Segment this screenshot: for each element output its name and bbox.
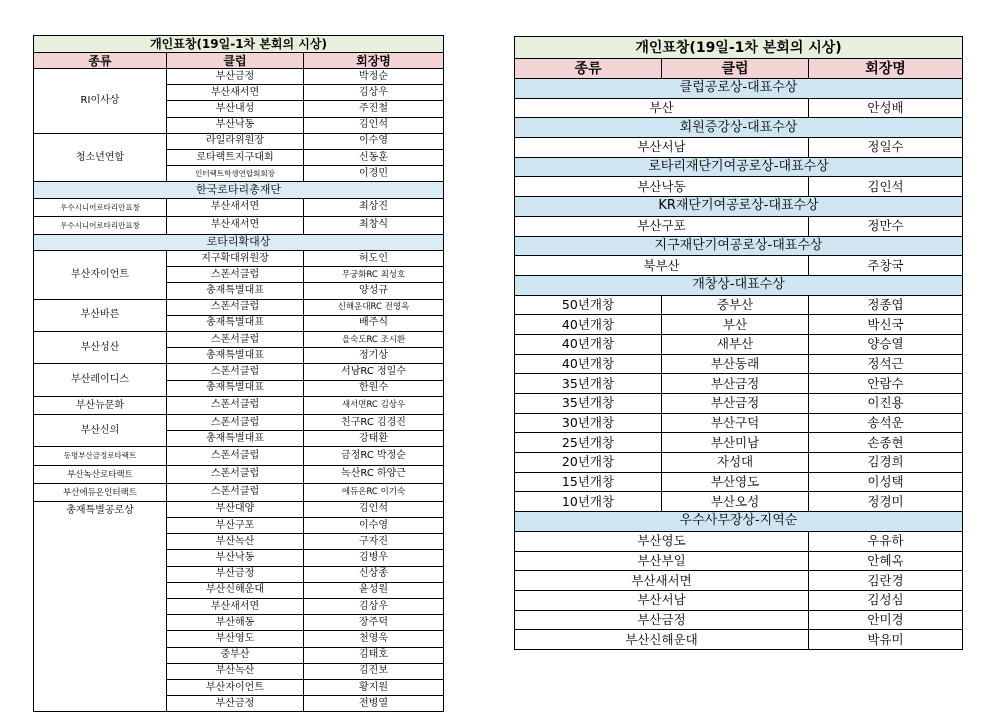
club-cell: 총재특별대표 [167,315,304,331]
right-header-president: 회장명 [809,59,963,79]
anniversary-cell: 40년개창 [515,354,662,374]
president-cell: 박정순 [304,69,444,85]
section-row [34,234,444,250]
section-title: 로타리확대상 [34,234,444,250]
table-row [34,396,444,414]
club-cell: 부산낙동 [167,117,304,133]
president-cell: 에듀온RC 이기숙 [304,483,444,501]
president-cell: 정석근 [809,354,963,374]
club-cell: 지구확대위원장 [167,251,304,267]
club-cell: 로타랙트지구대회 [167,149,304,165]
table-row [34,198,444,216]
club-cell: 부산오성 [662,492,809,512]
president-cell: 금정RC 박정순 [304,447,444,465]
left-header-president: 회장명 [304,53,444,69]
club-cell: 부산영도 [167,631,304,647]
table-row [515,98,963,118]
section-title: 지구재단기여공로상-대표수상 [515,236,963,256]
club-cell: 부산낙동 [515,177,809,197]
president-cell: 정만수 [809,216,963,236]
table-row [515,177,963,197]
club-cell: 부산내성 [167,101,304,117]
club-cell: 북부산 [515,256,809,276]
table-row [515,413,963,433]
club-cell: 부산신해운대 [515,630,809,650]
club-cell: 부산금정 [167,69,304,85]
award-category: RI이사상 [34,69,167,134]
president-cell: 구자진 [304,534,444,550]
section-title: 회원증강상-대표수상 [515,118,963,138]
president-cell: 김인석 [304,501,444,517]
table-row [34,69,444,85]
club-cell: 스폰서클럽 [167,396,304,414]
table-row [515,531,963,551]
club-cell: 부산대양 [167,501,304,517]
club-cell: 부산서남 [515,138,809,158]
section-title: KR재단기여공로상-대표수상 [515,197,963,217]
president-cell: 친구RC 김경진 [304,414,444,430]
president-cell: 황지원 [304,679,444,695]
right-table-body [515,79,963,650]
table-row [515,295,963,315]
president-cell: 신동훈 [304,149,444,165]
table-row [515,571,963,591]
table-row [515,315,963,335]
left-award-table [33,35,444,712]
table-row [515,433,963,453]
table-row [34,299,444,315]
table-row [34,483,444,501]
club-cell: 부산부일 [515,551,809,571]
club-cell: 부산해동 [167,615,304,631]
president-cell: 이수영 [304,133,444,149]
president-cell: 손종현 [809,433,963,453]
president-cell: 정일수 [809,138,963,158]
anniversary-cell: 15년개창 [515,472,662,492]
club-cell: 부산구포 [515,216,809,236]
club-cell: 부산새서면 [167,85,304,101]
section-title: 한국로타리총재단 [34,182,444,198]
club-cell: 스폰서클럽 [167,332,304,348]
club-cell: 스폰서클럽 [167,483,304,501]
club-cell: 총재특별대표 [167,348,304,364]
club-cell: 부산 [662,315,809,335]
section-row [34,182,444,198]
anniversary-cell: 30년개창 [515,413,662,433]
president-cell: 정경미 [809,492,963,512]
left-table-title: 개인표창(19일-1차 본회의 시상) [34,36,444,53]
section-row [515,157,963,177]
president-cell: 배주식 [304,315,444,331]
table-row [515,334,963,354]
anniversary-cell: 10년개창 [515,492,662,512]
club-cell: 부산동래 [662,354,809,374]
table-row [34,465,444,483]
club-cell: 스폰서클럽 [167,447,304,465]
club-cell: 중부산 [167,647,304,663]
president-cell: 신상종 [304,566,444,582]
table-row [34,216,444,234]
section-row [515,79,963,99]
president-cell: 양승열 [809,334,963,354]
president-cell: 서남RC 정일수 [304,364,444,380]
left-header-club: 클럽 [167,53,304,69]
president-cell: 김태호 [304,647,444,663]
award-category: 부산레이디스 [34,364,167,396]
president-cell: 김상우 [304,85,444,101]
award-category: 부산자이언트 [34,251,167,300]
president-cell: 윤성원 [304,582,444,598]
president-cell: 안미경 [809,610,963,630]
anniversary-cell: 20년개창 [515,453,662,473]
club-cell: 부산구덕 [662,413,809,433]
club-cell: 스폰서클럽 [167,414,304,430]
president-cell: 김인석 [809,177,963,197]
section-title: 클럽공로상-대표수상 [515,79,963,99]
table-row [515,138,963,158]
table-row [515,610,963,630]
table-row [515,256,963,276]
president-cell: 천영욱 [304,631,444,647]
anniversary-cell: 35년개창 [515,374,662,394]
president-cell: 이성택 [809,472,963,492]
club-cell: 부산금정 [167,696,304,712]
president-cell: 김경희 [809,453,963,473]
right-header-type: 종류 [515,59,662,79]
table-row [515,551,963,571]
president-cell: 신해운대RC 전영옥 [304,299,444,315]
club-cell: 부산영도 [662,472,809,492]
award-category: 동명부산금정로타랙트 [34,447,167,465]
club-cell: 총재특별대표 [167,283,304,299]
table-row [34,501,444,517]
club-cell: 부산미남 [662,433,809,453]
president-cell: 우유하 [809,531,963,551]
president-cell: 장주덕 [304,615,444,631]
club-cell: 라일라위원장 [167,133,304,149]
table-row [34,251,444,267]
club-cell: 부산새서면 [167,216,304,234]
club-cell: 스폰서클럽 [167,364,304,380]
table-row [515,354,963,374]
award-category: 부산성산 [34,332,167,364]
table-row [515,472,963,492]
club-cell: 부산새서면 [167,599,304,615]
section-row [515,236,963,256]
club-cell: 부산자이언트 [167,679,304,695]
president-cell: 이경민 [304,166,444,182]
president-cell: 김인석 [304,117,444,133]
president-cell: 전병열 [304,696,444,712]
award-category: 우수시니어로타리안표창 [34,216,167,234]
award-category: 총재특별공로상 [34,501,167,711]
section-row [515,512,963,532]
left-table-body [34,69,444,712]
table-row [515,492,963,512]
president-cell: 이수영 [304,518,444,534]
president-cell: 김성심 [809,590,963,610]
president-cell: 무궁화RC 최성호 [304,267,444,283]
award-category: 청소년연합 [34,133,167,182]
anniversary-cell: 25년개창 [515,433,662,453]
club-cell: 새부산 [662,334,809,354]
right-table-title: 개인표창(19일-1차 본회의 시상) [515,37,963,59]
award-category: 우수시니어로타리안표창 [34,198,167,216]
president-cell: 주진철 [304,101,444,117]
president-cell: 녹산RC 하양근 [304,465,444,483]
president-cell: 정기상 [304,348,444,364]
president-cell: 한원수 [304,380,444,396]
club-cell: 부산금정 [662,394,809,414]
president-cell: 강태환 [304,431,444,447]
president-cell: 김병우 [304,550,444,566]
president-cell: 새서면RC 김상우 [304,396,444,414]
club-cell: 부산새서면 [515,571,809,591]
table-row [515,590,963,610]
club-cell: 부산신해운대 [167,582,304,598]
award-category: 부산에듀온인터랙트 [34,483,167,501]
anniversary-cell: 40년개창 [515,315,662,335]
award-category: 부산바른 [34,299,167,331]
anniversary-cell: 40년개창 [515,334,662,354]
club-cell: 부산새서면 [167,198,304,216]
table-row [515,216,963,236]
table-row [34,133,444,149]
club-cell: 중부산 [662,295,809,315]
award-category: 부산뉴문화 [34,396,167,414]
president-cell: 안람수 [809,374,963,394]
right-award-table [514,36,963,650]
club-cell: 부산금정 [515,610,809,630]
president-cell: 김란경 [809,571,963,591]
table-row [515,394,963,414]
president-cell: 이진용 [809,394,963,414]
anniversary-cell: 50년개창 [515,295,662,315]
club-cell: 부산영도 [515,531,809,551]
section-title: 우수사무장상-지역순 [515,512,963,532]
president-cell: 김진보 [304,663,444,679]
club-cell: 부산녹산 [167,663,304,679]
table-row [515,374,963,394]
award-category: 부산신의 [34,414,167,446]
section-row [515,118,963,138]
club-cell: 인터랙트학생연합회회장 [167,166,304,182]
table-row [515,630,963,650]
president-cell: 을숙도RC 조시환 [304,332,444,348]
anniversary-cell: 35년개창 [515,394,662,414]
club-cell: 총재특별대표 [167,380,304,396]
president-cell: 최창식 [304,216,444,234]
president-cell: 양성규 [304,283,444,299]
president-cell: 허도인 [304,251,444,267]
table-row [515,453,963,473]
club-cell: 부산녹산 [167,534,304,550]
club-cell: 부산낙동 [167,550,304,566]
club-cell: 부산구포 [167,518,304,534]
president-cell: 송석운 [809,413,963,433]
club-cell: 부산서남 [515,590,809,610]
club-cell: 스폰서클럽 [167,299,304,315]
club-cell: 부산금정 [167,566,304,582]
club-cell: 스폰서클럽 [167,267,304,283]
award-category: 부산녹산로타랙트 [34,465,167,483]
club-cell: 스폰서클럽 [167,465,304,483]
club-cell: 총재특별대표 [167,431,304,447]
table-row [34,364,444,380]
left-header-type: 종류 [34,53,167,69]
club-cell: 자성대 [662,453,809,473]
president-cell: 안성배 [809,98,963,118]
president-cell: 최상진 [304,198,444,216]
president-cell: 김상우 [304,599,444,615]
right-header-club: 클럽 [662,59,809,79]
president-cell: 정종엽 [809,295,963,315]
section-title: 로타리재단기여공로상-대표수상 [515,157,963,177]
club-cell: 부산금정 [662,374,809,394]
table-row [34,447,444,465]
president-cell: 박유미 [809,630,963,650]
section-row [515,197,963,217]
club-cell: 부산 [515,98,809,118]
section-title: 개창상-대표수상 [515,275,963,295]
president-cell: 안혜옥 [809,551,963,571]
table-row [34,414,444,430]
president-cell: 박신국 [809,315,963,335]
table-row [34,332,444,348]
president-cell: 주창국 [809,256,963,276]
section-row [515,275,963,295]
